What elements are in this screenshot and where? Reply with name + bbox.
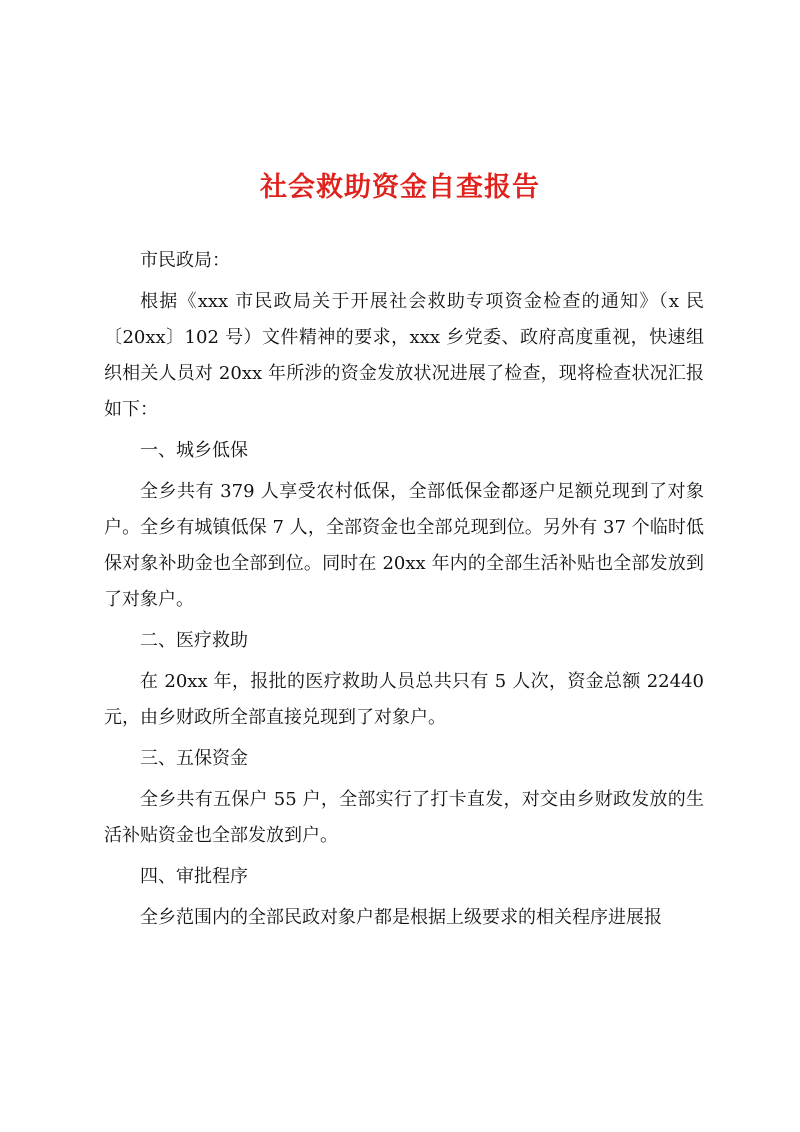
intro-paragraph: 根据《xxx 市民政局关于开展社会救助专项资金检查的通知》（x 民〔20xx〕102 号）文件精神的要求，xxx 乡党委、政府高度重视，快速组织相关人员对 20xx 年所涉的资金发放状况进展了检查，现将检查状况汇报如下： xyxy=(104,291,704,420)
salutation: 市民政局： xyxy=(140,250,230,271)
section-paragraph: 全乡共有五保户 55 户，全部实行了打卡直发，对交由乡财政发放的生活补贴资金也全部发放到户。 xyxy=(104,789,704,846)
section-paragraph: 全乡共有 379 人享受农村低保，全部低保金都逐户足额兑现到了对象户。全乡有城镇低保 7 人，全部资金也全部兑现到位。另外有 37 个临时低保对象补助金也全部到位。同时在 20xx 年内的全部生活补贴也全部发放到了对象户。 xyxy=(104,481,704,610)
section-heading: 四、审批程序 xyxy=(140,866,248,887)
document-title: 社会救助资金自查报告 xyxy=(260,172,540,203)
section-heading: 三、五保资金 xyxy=(140,748,248,769)
section-heading: 二、医疗救助 xyxy=(140,630,248,651)
section-heading: 一、城乡低保 xyxy=(140,440,248,461)
section-paragraph: 全乡范围内的全部民政对象户都是根据上级要求的相关程序进展报 xyxy=(140,907,662,928)
document-body xyxy=(104,243,704,941)
section-paragraph: 在 20xx 年，报批的医疗救助人员总共只有 5 人次，资金总额 22440 元，由乡财政所全部直接兑现到了对象户。 xyxy=(104,671,704,728)
